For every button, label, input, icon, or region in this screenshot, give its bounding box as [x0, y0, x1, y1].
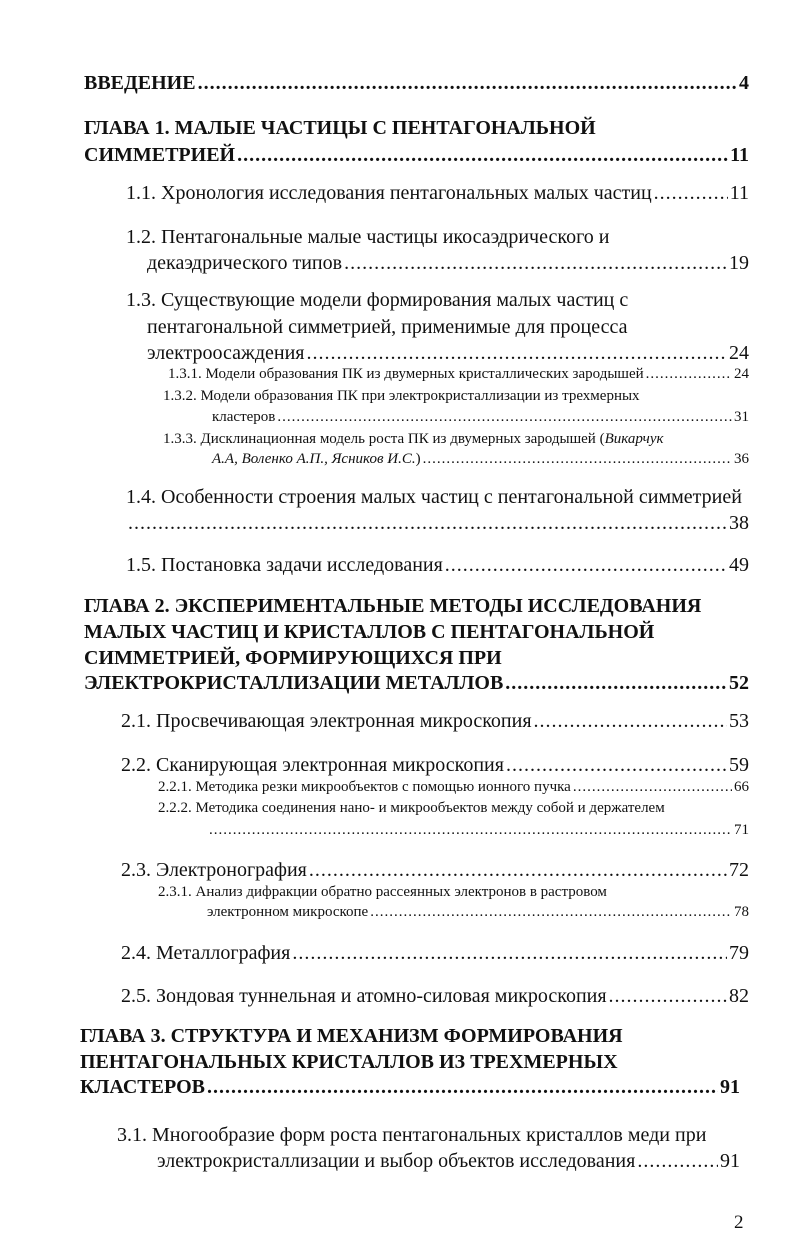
- toc-entry-1-1: [126, 182, 749, 205]
- toc-title: 2.2. Сканирующая электронная микроскопия: [121, 754, 504, 776]
- toc-entry-1-3-1: [168, 366, 749, 383]
- toc-title: 2.3. Электронография: [121, 859, 307, 881]
- toc-page: 24: [729, 342, 749, 364]
- toc-page: 72: [729, 859, 749, 881]
- leader-dots: [423, 451, 732, 468]
- toc-page: 38: [729, 512, 749, 534]
- toc-entry-1-2: [147, 252, 749, 275]
- toc-authors: А.А, Воленко А.П., Ясников И.С.: [212, 451, 416, 467]
- leader-dots: [207, 1076, 718, 1099]
- toc-entry-2-2-2: [207, 822, 749, 839]
- toc-title: 1.1. Хронология исследования пентагональных малых частиц: [126, 182, 652, 204]
- toc-entry-1-4: [126, 512, 749, 535]
- leader-dots: [370, 904, 732, 921]
- toc-page: 36: [734, 451, 749, 467]
- leader-dots: [445, 554, 727, 577]
- toc-page: 71: [734, 822, 749, 838]
- toc-page: 91: [720, 1076, 740, 1098]
- toc-entry-3-1-line1: 3.1. Многообразие форм роста пентагональных кристаллов меди при: [117, 1124, 707, 1146]
- toc-page: 53: [729, 710, 749, 732]
- leader-dots: [344, 252, 727, 275]
- toc-title: электроосаждения: [147, 342, 305, 364]
- toc-page: 11: [730, 144, 749, 166]
- toc-entry-chapter-2: [84, 672, 749, 695]
- toc-entry-chapter-3: [80, 1076, 740, 1099]
- toc-entry-3-1: [157, 1150, 740, 1173]
- toc-title: декаэдрического типов: [147, 252, 343, 274]
- leader-dots: [505, 672, 727, 695]
- toc-entry-1-3-2: [212, 409, 749, 426]
- chapter-2-title-line2: МАЛЫХ ЧАСТИЦ И КРИСТАЛЛОВ С ПЕНТАГОНАЛЬНОЙ: [84, 621, 655, 643]
- toc-entry-2-5: [121, 985, 749, 1008]
- toc-title: 2.2.1. Методика резки микрообъектов с помощью ионного пучка: [158, 779, 571, 795]
- leader-dots: [309, 859, 727, 882]
- leader-dots: [128, 512, 727, 535]
- toc-entry-2-2: [121, 754, 749, 777]
- page-number: 2: [734, 1212, 744, 1233]
- toc-entry-chapter-1: [84, 144, 749, 167]
- leader-dots: [534, 710, 727, 733]
- toc-page: 52: [729, 672, 749, 694]
- toc-page: 59: [729, 754, 749, 776]
- leader-dots: [209, 822, 732, 839]
- toc-title: КЛАСТЕРОВ: [80, 1076, 205, 1098]
- toc-entry-1-3: [147, 342, 749, 365]
- toc-entry-2-2-2-line1: 2.2.2. Методика соединения нано- и микрообъектов между собой и держателем: [158, 800, 665, 816]
- chapter-1-title-line1: ГЛАВА 1. МАЛЫЕ ЧАСТИЦЫ С ПЕНТАГОНАЛЬНОЙ: [84, 117, 596, 139]
- toc-entry-2-3-1-line1: 2.3.1. Анализ дифракции обратно рассеянных электронов в растровом: [158, 884, 607, 900]
- toc-title: 2.1. Просвечивающая электронная микроскопия: [121, 710, 532, 732]
- toc-page: 49: [729, 554, 749, 576]
- toc-title: кластеров: [212, 409, 276, 425]
- toc-title: ВВЕДЕНИЕ: [84, 72, 196, 94]
- toc-page: 31: [734, 409, 749, 425]
- leader-dots: [573, 779, 732, 796]
- toc-entry-1-3-3: [212, 451, 749, 468]
- toc-entry-2-4: [121, 942, 749, 965]
- chapter-3-title-line2: ПЕНТАГОНАЛЬНЫХ КРИСТАЛЛОВ ИЗ ТРЕХМЕРНЫХ: [80, 1051, 618, 1073]
- chapter-2-title-line1: ГЛАВА 2. ЭКСПЕРИМЕНТАЛЬНЫЕ МЕТОДЫ ИССЛЕДОВАНИЯ: [84, 595, 702, 617]
- toc-title: 2.5. Зондовая туннельная и атомно-силовая микроскопия: [121, 985, 607, 1007]
- toc-page: 66: [734, 779, 749, 795]
- leader-dots: [646, 366, 732, 383]
- toc-page: 91: [720, 1150, 740, 1172]
- toc-page: 82: [729, 985, 749, 1007]
- toc-title: СИММЕТРИЕЙ: [84, 144, 236, 166]
- leader-dots: [609, 985, 727, 1008]
- leader-dots: [307, 342, 728, 365]
- toc-author-part: Викарчук: [604, 431, 664, 447]
- toc-title: электрокристаллизации и выбор объектов исследования: [157, 1150, 636, 1172]
- toc-entry-2-2-1: [158, 779, 749, 796]
- toc-title: 1.3.1. Модели образования ПК из двумерных кристаллических зародышей: [168, 366, 644, 382]
- toc-entry-intro: [84, 72, 749, 95]
- toc-entry-1-4-line1: 1.4. Особенности строения малых частиц с пентагональной симметрией: [126, 486, 742, 508]
- toc-entry-1-3-3-line1: [163, 431, 664, 448]
- toc-entry-2-3-1: [207, 904, 749, 921]
- chapter-2-title-line3: СИММЕТРИЕЙ, ФОРМИРУЮЩИХСЯ ПРИ: [84, 647, 502, 669]
- toc-page: 78: [734, 904, 749, 920]
- leader-dots: [506, 754, 727, 777]
- toc-paren: ): [415, 451, 421, 467]
- toc-title: электронном микроскопе: [207, 904, 369, 920]
- toc-page: 19: [729, 252, 749, 274]
- leader-dots: [637, 1150, 718, 1173]
- toc-entry-1-3-line1: 1.3. Существующие модели формирования малых частиц с: [126, 289, 629, 311]
- toc-entry-1-2-line1: 1.2. Пентагональные малые частицы икосаэдрического и: [126, 226, 610, 248]
- leader-dots: [292, 942, 727, 965]
- toc-title: 2.4. Металлография: [121, 942, 291, 964]
- leader-dots: [654, 182, 728, 205]
- toc-page: 4: [739, 72, 749, 94]
- chapter-3-title-line1: ГЛАВА 3. СТРУКТУРА И МЕХАНИЗМ ФОРМИРОВАНИЯ: [80, 1025, 623, 1047]
- toc-entry-2-1: [121, 710, 749, 733]
- leader-dots: [237, 144, 728, 167]
- toc-title: ЭЛЕКТРОКРИСТАЛЛИЗАЦИИ МЕТАЛЛОВ: [84, 672, 504, 694]
- toc-title: 1.5. Постановка задачи исследования: [126, 554, 443, 576]
- toc-page: 24: [734, 366, 749, 382]
- toc-entry-1-5: [126, 554, 749, 577]
- toc-entry-1-3-2-line1: 1.3.2. Модели образования ПК при электрокристаллизации из трехмерных: [163, 388, 640, 404]
- toc-entry-1-3-line2: пентагональной симметрией, применимые для процесса: [147, 316, 628, 338]
- leader-dots: [277, 409, 732, 426]
- leader-dots: [198, 72, 737, 95]
- toc-page: 11: [729, 182, 749, 204]
- toc-page: 79: [729, 942, 749, 964]
- toc-title-part: 1.3.3. Дисклинационная модель роста ПК из двумерных зародышей (: [163, 431, 605, 447]
- toc-title: [212, 451, 421, 468]
- toc-entry-2-3: [121, 859, 749, 882]
